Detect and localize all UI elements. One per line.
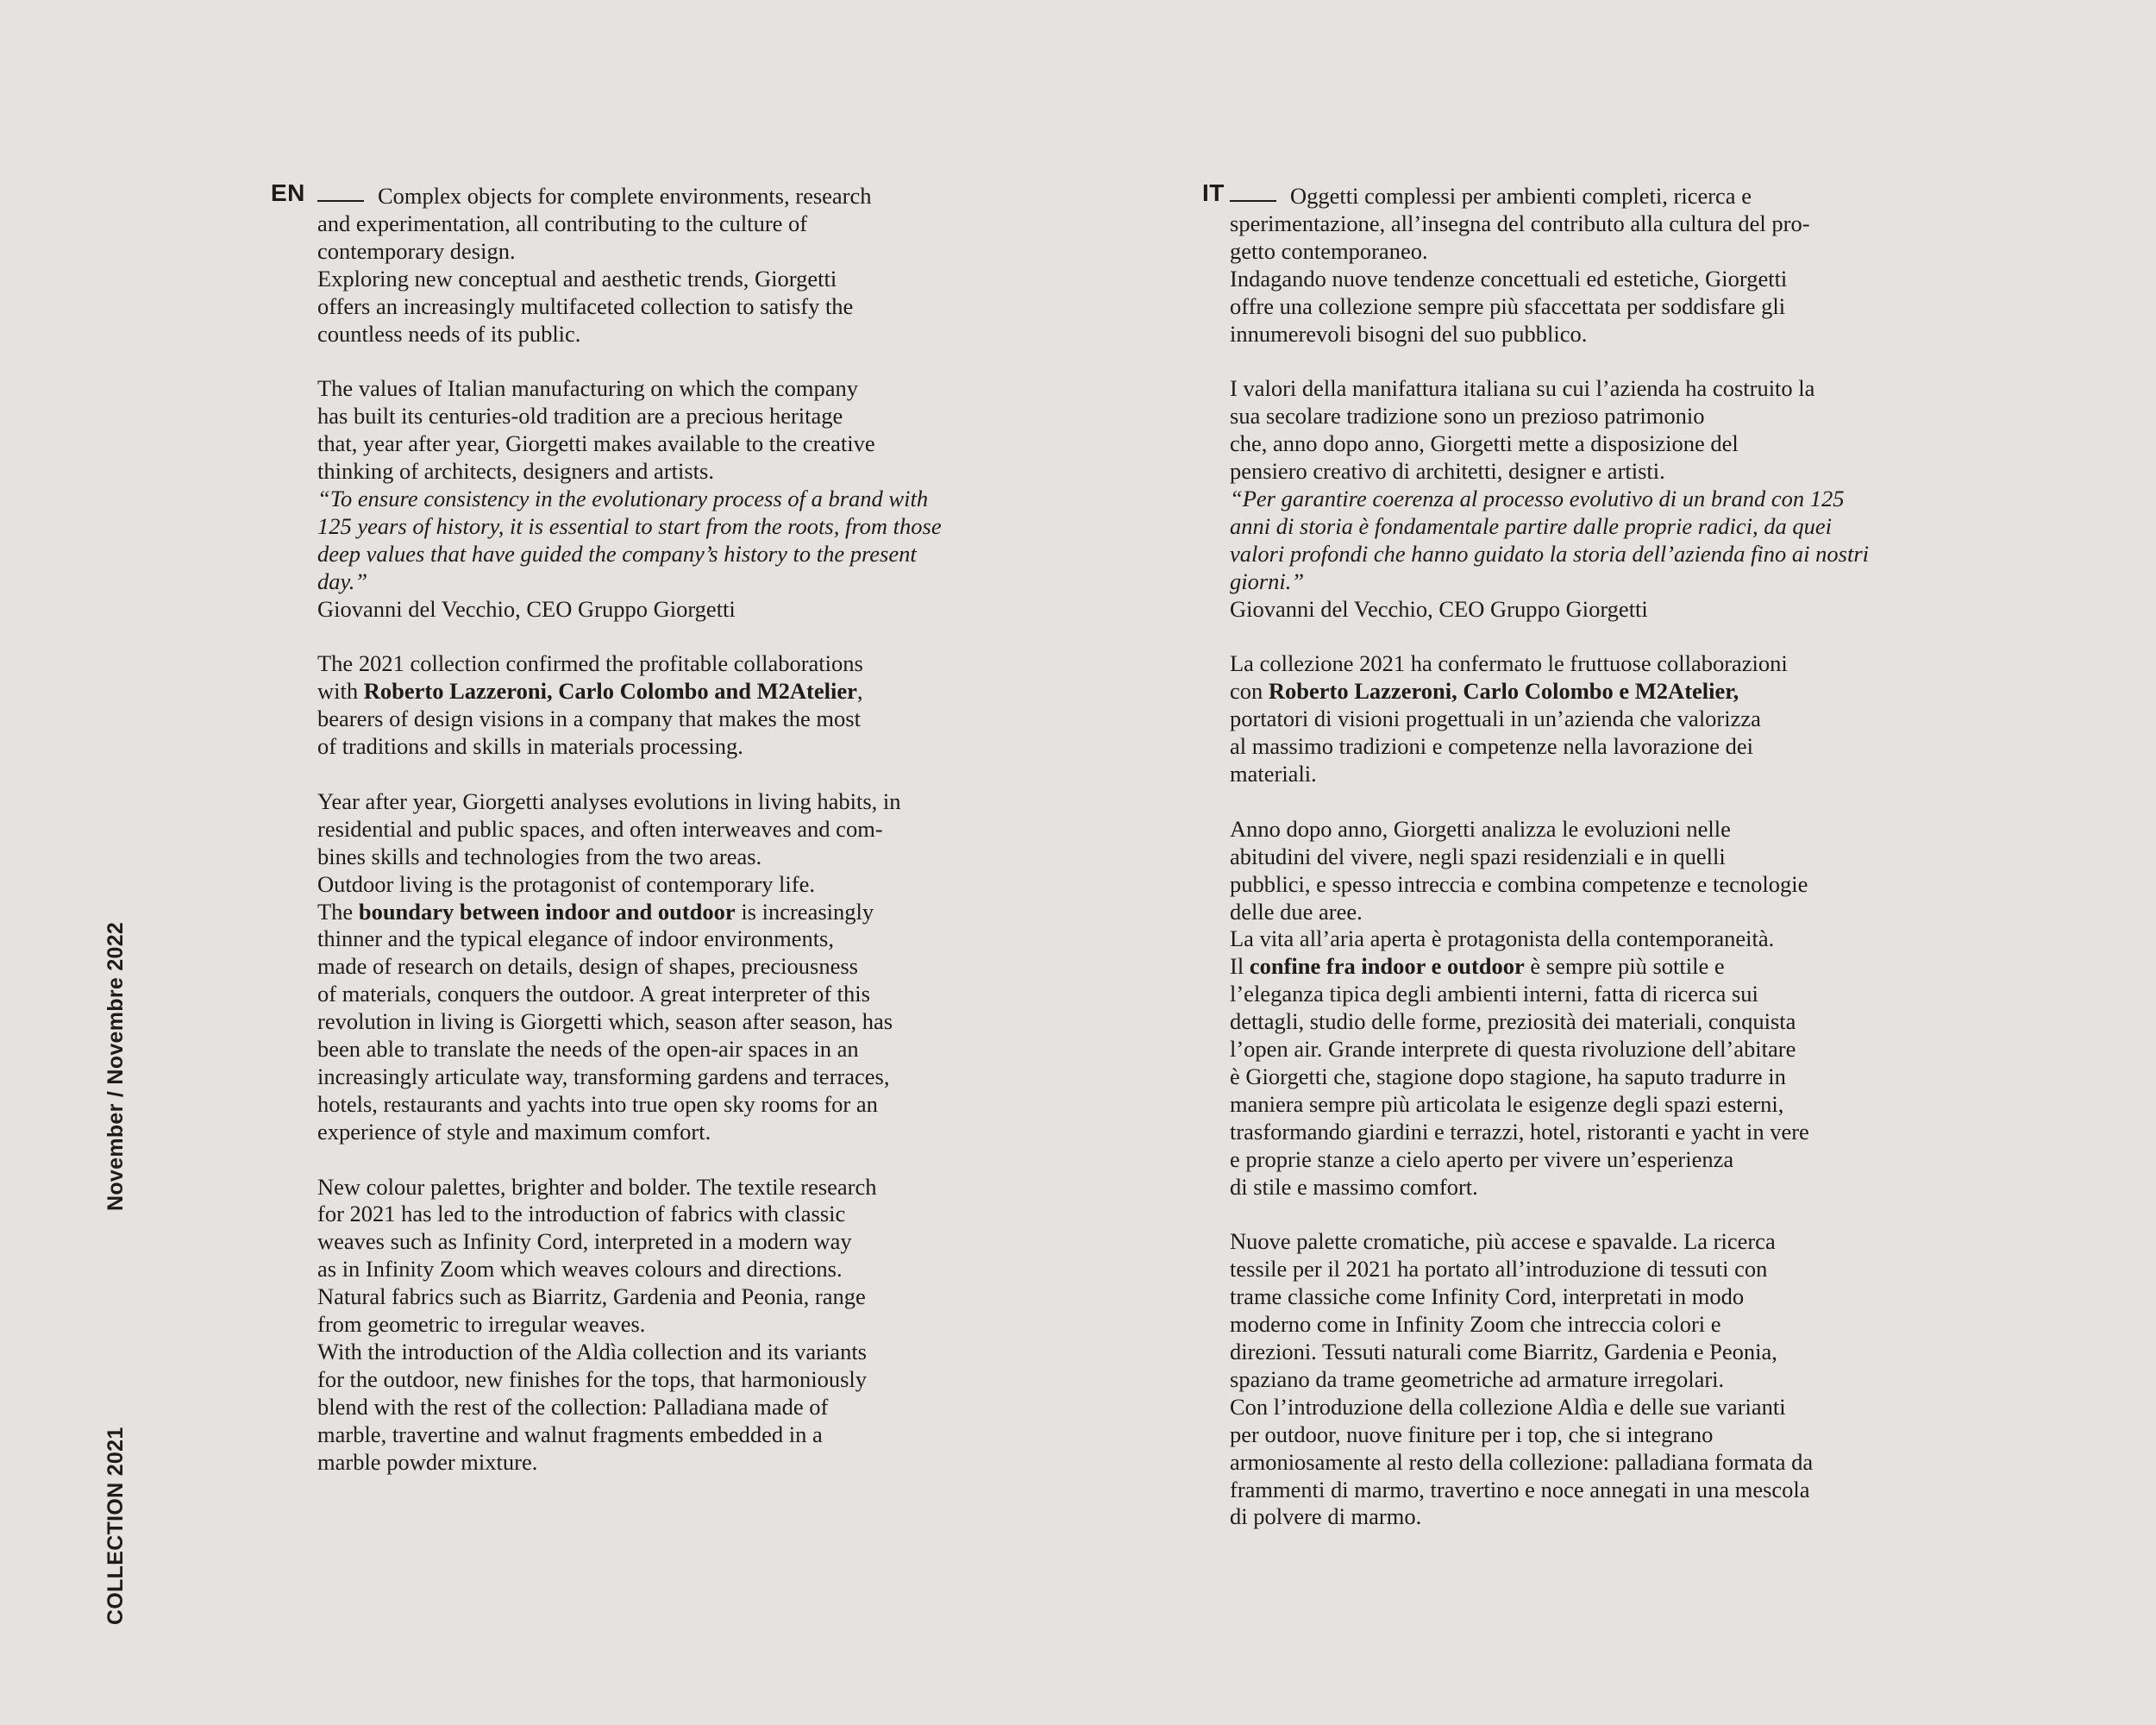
quote-line: giorni.” [1230, 568, 1305, 594]
text-line: abitudini del vivere, negli spazi residenziali e in quelli [1230, 843, 1726, 869]
designers-names: Roberto Lazzeroni, Carlo Colombo and M2Atelier [363, 678, 857, 705]
text-line: as in Infinity Zoom which weaves colours and directions. [317, 1256, 843, 1283]
quote-line: anni di storia è fondamentale partire dalle proprie radici, da quei [1230, 512, 1833, 539]
text-line: has built its centuries-old tradition are a precious heritage [317, 403, 843, 430]
text-line: from geometric to irregular weaves. [317, 1311, 646, 1338]
text-line: blend with the rest of the collection: Palladiana made of [317, 1393, 829, 1420]
text-line: and experimentation, all contributing to the culture of [317, 210, 808, 236]
text-line: with Roberto Lazzeroni, Carlo Colombo and M2Atelier, [317, 678, 863, 705]
text-line: Il confine fra indoor e outdoor è sempre più sottile e [1230, 953, 1725, 980]
text-line: sua secolare tradizione sono un prezioso patrimonio [1230, 403, 1705, 430]
text-line: armoniosamente al resto della collezione: palladiana formata da [1230, 1448, 1814, 1475]
text-line: per outdoor, nuove finiture per i top, che si integrano [1230, 1421, 1714, 1447]
english-text-column [317, 183, 973, 1503]
text-line: Con l’introduzione della collezione Aldìa e delle sue varianti [1230, 1393, 1786, 1420]
text-line: been able to translate the needs of the open-air spaces in an [317, 1036, 859, 1063]
text-line: Nuove palette cromatiche, più accese e spavalde. La ricerca [1230, 1228, 1776, 1255]
text-line: The 2021 collection confirmed the profitable collaborations [317, 650, 863, 677]
text-line: increasingly articulate way, transforming gardens and terraces, [317, 1063, 890, 1089]
language-code-it: IT [1202, 179, 1225, 206]
text-line: moderno come in Infinity Zoom che intreccia colori e [1230, 1311, 1721, 1338]
text-line: Natural fabrics such as Biarritz, Gardenia and Peonia, range [317, 1283, 866, 1310]
highlight-text: confine fra indoor e outdoor [1249, 953, 1525, 980]
text-line: La collezione 2021 ha confermato le fruttuose collaborazioni [1230, 650, 1788, 677]
text-line: that, year after year, Giorgetti makes available to the creative [317, 430, 875, 457]
text-line: The boundary between indoor and outdoor is increasingly [317, 898, 874, 925]
text-line: di stile e massimo comfort. [1230, 1173, 1478, 1200]
text-line: di polvere di marmo. [1230, 1503, 1422, 1530]
it-paragraph-collaborations [1230, 650, 1902, 788]
text-line: Indagando nuove tendenze concettuali ed estetiche, Giorgetti [1230, 265, 1788, 292]
text-line: marble, travertine and walnut fragments embedded in a [317, 1421, 823, 1447]
text-line: thinner and the typical elegance of indoor environments, [317, 925, 834, 952]
quote-line: valori profondi che hanno guidato la storia dell’azienda fino ai nostri [1230, 540, 1870, 567]
text-line: materiali. [1230, 761, 1317, 787]
text-line: of materials, conquers the outdoor. A great interpreter of this [317, 981, 870, 1007]
text-line: residential and public spaces, and often interweaves and com- [317, 815, 883, 842]
text-line: revolution in living is Giorgetti which, season after season, has [317, 1008, 893, 1035]
collection-label: COLLECTION 2021 [103, 1427, 128, 1625]
text-line: contemporary design. [317, 237, 516, 264]
text-line: made of research on details, design of shapes, preciousness [317, 953, 858, 980]
en-intro-line-1: Complex objects for complete environments, research [317, 183, 973, 210]
it-paragraph-intro [1230, 183, 1902, 348]
text-line: trame classiche come Infinity Cord, interpretati in modo [1230, 1283, 1745, 1310]
text-line: frammenti di marmo, travertino e noce annegati in una mescola [1230, 1476, 1810, 1502]
italian-text-column [1230, 183, 1902, 1559]
text-line: tessile per il 2021 ha portato all’introduzione di tessuti con [1230, 1256, 1768, 1283]
text-line: con Roberto Lazzeroni, Carlo Colombo e M2Atelier, [1230, 678, 1739, 705]
text-line: for the outdoor, new finishes for the tops, that harmoniously [317, 1365, 868, 1392]
text-line: getto contemporaneo. [1230, 237, 1428, 264]
en-paragraph-outdoor [317, 788, 973, 1146]
text-line: al massimo tradizioni e competenze nella lavorazione dei [1230, 733, 1754, 760]
en-paragraph-intro [317, 183, 973, 348]
it-paragraph-outdoor [1230, 816, 1902, 1201]
text-line: offre una collezione sempre più sfaccettata per soddisfare gli [1230, 292, 1786, 319]
text-line: I valori della manifattura italiana su cui l’azienda ha costruito la [1230, 375, 1815, 402]
text-line: Anno dopo anno, Giorgetti analizza le evoluzioni nelle [1230, 815, 1731, 842]
text-line: Outdoor living is the protagonist of contemporary life. [317, 870, 815, 897]
it-paragraph-fabrics [1230, 1228, 1902, 1531]
text-line: l’eleganza tipica degli ambienti interni, fatta di ricerca sui [1230, 981, 1758, 1007]
en-paragraph-collaborations [317, 650, 973, 761]
text-line: è Giorgetti che, stagione dopo stagione, ha saputo tradurre in [1230, 1063, 1786, 1089]
text-line: countless needs of its public. [317, 320, 581, 347]
it-paragraph-values [1230, 375, 1902, 623]
text-line: bines skills and technologies from the two areas. [317, 843, 762, 869]
text-line: direzioni. Tessuti naturali come Biarritz, Gardenia e Peonia, [1230, 1339, 1777, 1364]
text-line: for 2021 has led to the introduction of fabrics with classic [317, 1201, 846, 1227]
dash-rule [317, 200, 364, 202]
text-line: maniera sempre più articolata le esigenze degli spazi esterni, [1230, 1090, 1784, 1117]
text-line: che, anno dopo anno, Giorgetti mette a disposizione del [1230, 430, 1739, 457]
quote-line: deep values that have guided the company’s history to the present [317, 540, 917, 567]
text-line: New colour palettes, brighter and bolder. The textile research [317, 1173, 877, 1200]
text-line: Year after year, Giorgetti analyses evolutions in living habits, in [317, 787, 901, 814]
text-line: weaves such as Infinity Cord, interpreted in a modern way [317, 1228, 852, 1255]
en-paragraph-fabrics [317, 1174, 973, 1477]
text-line: offers an increasingly multifaceted collection to satisfy the [317, 292, 854, 319]
text-line: thinking of architects, designers and artists. [317, 458, 714, 485]
designers-names: Roberto Lazzeroni, Carlo Colombo e M2Atelier, [1268, 678, 1739, 705]
quote-line: “Per garantire coerenza al processo evolutivo di un brand con 125 [1230, 485, 1845, 511]
highlight-text: boundary between indoor and outdoor [358, 898, 736, 925]
text-line: sperimentazione, all’insegna del contributo alla cultura del pro- [1230, 210, 1810, 236]
text-line: trasformando giardini e terrazzi, hotel, ristoranti e yacht in vere [1230, 1118, 1809, 1145]
text-line: experience of style and maximum comfort. [317, 1118, 711, 1145]
text-line: The values of Italian manufacturing on which the company [317, 375, 858, 402]
quote-line: 125 years of history, it is essential to start from the roots, from those [317, 512, 942, 539]
text-line: delle due aree. [1230, 898, 1363, 925]
quote-author: Giovanni del Vecchio, CEO Gruppo Giorgetti [1230, 595, 1648, 622]
text-line: innumerevoli bisogni del suo pubblico. [1230, 320, 1588, 347]
text-line: l’open air. Grande interprete di questa rivoluzione dell’abitare [1230, 1036, 1796, 1063]
text-line: With the introduction of the Aldìa collection and its variants [317, 1339, 867, 1364]
text-line: portatori di visioni progettuali in un’azienda che valorizza [1230, 706, 1761, 732]
text-line: spaziano da trame geometriche ad armature irregolari. [1230, 1365, 1725, 1392]
text-line: marble powder mixture. [317, 1448, 538, 1475]
quote-line: day.” [317, 568, 368, 594]
it-intro-line-1: Oggetti complessi per ambienti completi, ricerca e [1230, 183, 1902, 210]
text-line: bearers of design visions in a company that makes the most [317, 706, 861, 732]
text-line: hotels, restaurants and yachts into true open sky rooms for an [317, 1090, 878, 1117]
text-line: of traditions and skills in materials processing. [317, 733, 743, 760]
language-code-en: EN [271, 179, 305, 206]
date-label: November / Novembre 2022 [103, 921, 128, 1211]
text-line: Exploring new conceptual and aesthetic trends, Giorgetti [317, 265, 837, 292]
text-line: e proprie stanze a cielo aperto per vivere un’esperienza [1230, 1145, 1734, 1172]
quote-author: Giovanni del Vecchio, CEO Gruppo Giorgetti [317, 595, 736, 622]
en-paragraph-values [317, 375, 973, 623]
text-line: dettagli, studio delle forme, preziosità dei materiali, conquista [1230, 1008, 1796, 1035]
text-line: pensiero creativo di architetti, designer e artisti. [1230, 458, 1665, 485]
text-line: La vita all’aria aperta è protagonista della contemporaneità. [1230, 925, 1775, 952]
text-line: pubblici, e spesso intreccia e combina competenze e tecnologie [1230, 870, 1808, 897]
dash-rule [1230, 200, 1276, 202]
quote-line: “To ensure consistency in the evolutionary process of a brand with [317, 485, 929, 511]
